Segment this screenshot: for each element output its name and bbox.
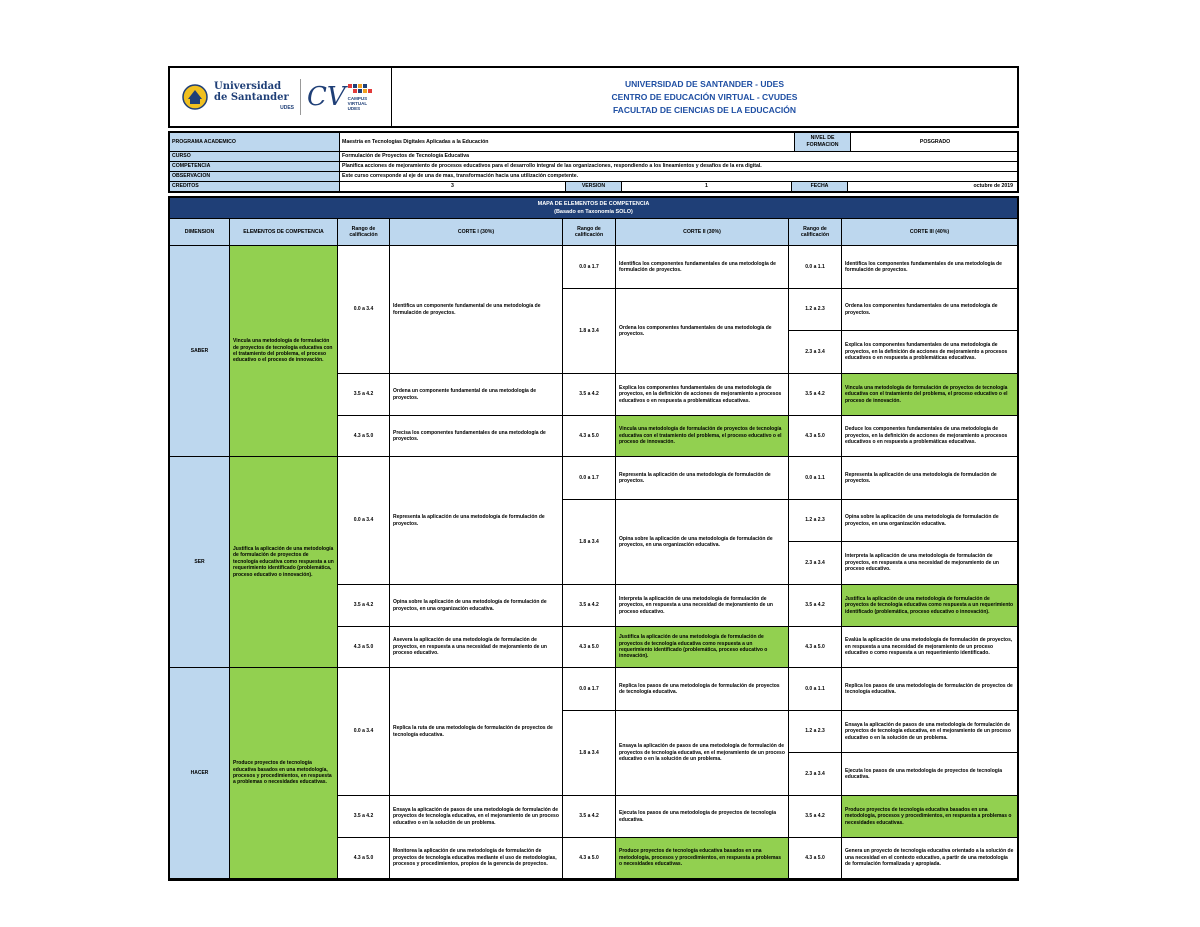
range-cell: 1.8 a 3.4 xyxy=(563,500,616,585)
corte1-descriptor: Asevera la aplicación de una metodología de formulación de proyectos, en respuesta a una necesidad de mejoramiento de un proceso educativo. xyxy=(390,627,563,668)
corte3-descriptor: Produce proyectos de tecnología educativa basados en una metodología, procesos y procedimientos, en respuesta a problemas o necesidades educativas. xyxy=(842,796,1017,838)
observacion-label: OBSERVACION xyxy=(170,172,340,181)
corte3-descriptor: Explica los componentes fundamentales de una metodología de proyectos, en la definición de acciones de mejoramiento a procesos educativos o en respuesta a problemáticas educativas. xyxy=(842,331,1017,374)
range-cell: 1.2 a 2.3 xyxy=(789,289,842,331)
version-value: 1 xyxy=(622,182,792,191)
corte1-descriptor: Representa la aplicación de una metodología de formulación de proyectos. xyxy=(390,457,563,585)
dimension-cell: SABER xyxy=(170,246,230,457)
corte2-descriptor: Replica los pasos de una metodología de formulación de proyectos de tecnología educativa. xyxy=(616,668,789,711)
range-cell: 0.0 a 3.4 xyxy=(338,457,390,585)
range-cell: 2.3 a 3.4 xyxy=(789,753,842,796)
range-cell: 4.3 a 5.0 xyxy=(338,838,390,879)
sheet-header xyxy=(168,66,1019,128)
corte3-descriptor: Genera un proyecto de tecnología educativa orientado a la solución de una necesidad en el contexto educativo, a partir de una metodología de formulación formalizada y apropiada. xyxy=(842,838,1017,879)
range-cell: 0.0 a 1.1 xyxy=(789,668,842,711)
corte3-descriptor: Evalúa la aplicación de una metodología de formulación de proyectos, en respuesta a una necesidad de mejoramiento de un proceso educativo o como respuesta a un requerimiento identificado. xyxy=(842,627,1017,668)
fecha-label: FECHA xyxy=(792,182,848,191)
competency-sheet xyxy=(168,66,1019,881)
header-rango-2: Rango de calificación xyxy=(563,219,616,245)
corte3-descriptor: Ordena los componentes fundamentales de una metodología de proyectos. xyxy=(842,289,1017,331)
course-info-table xyxy=(168,131,1019,193)
cv-logo-text: CV xyxy=(307,82,346,112)
udes-logo-sub: UDES xyxy=(280,104,294,111)
header-corte-3: CORTE III (40%) xyxy=(842,219,1017,245)
corte1-descriptor: Precisa los componentes fundamentales de una metodología de proyectos. xyxy=(390,416,563,457)
corte2-descriptor: Explica los componentes fundamentales de una metodología de proyectos, en la definición de acciones de mejoramiento a procesos educativos o en respuesta a problemáticas educativas. xyxy=(616,374,789,416)
header-elementos: ELEMENTOS DE COMPETENCIA xyxy=(230,219,338,245)
corte1-descriptor: Replica la ruta de una metodología de formulación de proyectos de tecnología educativa. xyxy=(390,668,563,796)
creditos-value: 3 xyxy=(340,182,566,191)
corte3-descriptor: Justifica la aplicación de una metodología de formulación de proyectos de tecnología educativa como respuesta a un requerimiento identificado (problemática, proceso educativo o innovación). xyxy=(842,585,1017,627)
title-line-1: UNIVERSIDAD DE SANTANDER - UDES xyxy=(625,78,784,89)
corte1-descriptor: Opina sobre la aplicación de una metodología de formulación de proyectos, en una organización educativa. xyxy=(390,585,563,627)
programa-label: PROGRAMA ACADEMICO xyxy=(170,133,340,151)
range-cell: 4.3 a 5.0 xyxy=(338,627,390,668)
range-cell: 0.0 a 1.1 xyxy=(789,246,842,289)
corte3-descriptor: Deduce los componentes fundamentales de una metodología de proyectos, en la definición de acciones de mejoramiento a procesos educativos o en respuesta a problemáticas educativas. xyxy=(842,416,1017,457)
range-cell: 1.8 a 3.4 xyxy=(563,289,616,374)
title-line-3: FACULTAD DE CIENCIAS DE LA EDUCACIÓN xyxy=(612,104,797,115)
range-cell: 0.0 a 1.7 xyxy=(563,668,616,711)
cv-logo-sub: CAMPUS VIRTUAL UDES xyxy=(347,95,368,111)
range-cell: 1.2 a 2.3 xyxy=(789,711,842,753)
element-cell: Justifica la aplicación de una metodología de formulación de proyectos de tecnología educativa como respuesta a un requerimiento identificado (problemática, proceso educativo o innovación). xyxy=(230,457,338,668)
map-subtitle: (Basado en Taxonomía SOLO) xyxy=(554,209,633,215)
corte1-descriptor: Ensaya la aplicación de pasos de una metodología de formulación de proyectos de tecnología educativa, en el mejoramiento de un proceso educativo o en la solución de un problema. xyxy=(390,796,563,838)
institution-titles xyxy=(392,68,1017,126)
competencia-label: COMPETENCIA xyxy=(170,162,340,171)
corte1-descriptor: Monitorea la aplicación de una metodología de formulación de proyectos de tecnología educativa mediante el uso de metodologías, procesos y procedimientos, propios de la gerencia de proyectos. xyxy=(390,838,563,879)
competencia-value: Planifica acciones de mejoramiento de procesos educativos para el desarrollo integral de las organizaciones, respondiendo a los lineamientos y desafíos de la era digital. xyxy=(342,163,762,169)
corte2-descriptor: Representa la aplicación de una metodología de formulación de proyectos. xyxy=(616,457,789,500)
range-cell: 2.3 a 3.4 xyxy=(789,331,842,374)
range-cell: 3.5 a 4.2 xyxy=(563,585,616,627)
range-cell: 0.0 a 3.4 xyxy=(338,668,390,796)
element-cell: Vincula una metodología de formulación de proyectos de tecnología educativa con el tratamiento del problema, el proceso educativo o el proceso de innovación. xyxy=(230,246,338,457)
corte3-descriptor: Identifica los componentes fundamentales de una metodología de formulación de proyectos. xyxy=(842,246,1017,289)
pixel-mosaic-icon xyxy=(348,84,374,96)
fecha-value: octubre de 2019 xyxy=(973,183,1013,189)
observacion-value: Este curso corresponde al eje de una de mas, transformación hacia una utilización competente. xyxy=(342,173,579,179)
range-cell: 3.5 a 4.2 xyxy=(338,374,390,416)
header-rango-3: Rango de calificación xyxy=(789,219,842,245)
corte2-descriptor: Identifica los componentes fundamentales de una metodología de formulación de proyectos. xyxy=(616,246,789,289)
corte2-descriptor: Interpreta la aplicación de una metodología de formulación de proyectos, en respuesta a una necesidad de mejoramiento de un proceso educativo. xyxy=(616,585,789,627)
header-corte-1: CORTE I (30%) xyxy=(390,219,563,245)
corte3-descriptor: Vincula una metodología de formulación de proyectos de tecnología educativa con el tratamiento del problema, el proceso educativo o el proceso de innovación. xyxy=(842,374,1017,416)
header-dimension: DIMENSION xyxy=(170,219,230,245)
range-cell: 4.3 a 5.0 xyxy=(563,627,616,668)
nivel-value: POSGRADO xyxy=(919,139,951,145)
nivel-label: NIVEL DE FORMACION xyxy=(795,133,851,151)
corte1-descriptor: Identifica un componente fundamental de una metodología de formulación de proyectos. xyxy=(390,246,563,374)
range-cell: 0.0 a 1.1 xyxy=(789,457,842,500)
title-line-2: CENTRO DE EDUCACIÓN VIRTUAL - CVUDES xyxy=(611,91,798,102)
range-cell: 3.5 a 4.2 xyxy=(563,374,616,416)
udes-logo xyxy=(214,81,294,114)
version-label: VERSION xyxy=(566,182,622,191)
corte3-descriptor: Ensaya la aplicación de pasos de una metodología de formulación de proyectos de tecnología educativa, en el mejoramiento de un proceso educativo o en la solución de un problema. xyxy=(842,711,1017,753)
range-cell: 1.8 a 3.4 xyxy=(563,711,616,796)
udes-logo-text: Universidad de Santander xyxy=(214,80,289,103)
range-cell: 1.2 a 2.3 xyxy=(789,500,842,542)
dimension-cell: HACER xyxy=(170,668,230,879)
corte2-descriptor: Ensaya la aplicación de pasos de una metodología de formulación de proyectos de tecnología educativa, en el mejoramiento de un proceso educativo o en la solución de un problema. xyxy=(616,711,789,796)
corte2-descriptor: Ejecuta los pasos de una metodología de proyectos de tecnología educativa. xyxy=(616,796,789,838)
header-corte-2: CORTE II (30%) xyxy=(616,219,789,245)
range-cell: 2.3 a 3.4 xyxy=(789,542,842,585)
range-cell: 3.5 a 4.2 xyxy=(338,796,390,838)
corte1-descriptor: Ordena un componente fundamental de una metodología de proyectos. xyxy=(390,374,563,416)
corte2-descriptor: Opina sobre la aplicación de una metodología de formulación de proyectos, en una organización educativa. xyxy=(616,500,789,585)
dimension-cell: SER xyxy=(170,457,230,668)
range-cell: 3.5 a 4.2 xyxy=(338,585,390,627)
corte2-descriptor: Produce proyectos de tecnología educativa basados en una metodología, procesos y procedimientos, en respuesta a problemas o necesidades educativas. xyxy=(616,838,789,879)
range-cell: 3.5 a 4.2 xyxy=(789,585,842,627)
corte2-descriptor: Ordena los componentes fundamentales de una metodología de proyectos. xyxy=(616,289,789,374)
curso-label: CURSO xyxy=(170,152,340,161)
map-column-headers xyxy=(170,218,1017,245)
range-cell: 0.0 a 1.7 xyxy=(563,457,616,500)
range-cell: 3.5 a 4.2 xyxy=(789,374,842,416)
udes-seal-icon xyxy=(182,84,208,110)
range-cell: 4.3 a 5.0 xyxy=(563,416,616,457)
curso-value: Formulación de Proyectos de Tecnología Educativa xyxy=(342,153,470,159)
corte2-descriptor: Vincula una metodología de formulación de proyectos de tecnología educativa con el tratamiento del problema, el proceso educativo o el proceso de innovación. xyxy=(616,416,789,457)
corte3-descriptor: Interpreta la aplicación de una metodología de formulación de proyectos, en respuesta a una necesidad de mejoramiento de un proceso educativo. xyxy=(842,542,1017,585)
corte2-descriptor: Justifica la aplicación de una metodología de formulación de proyectos de tecnología educativa como respuesta a un requerimiento identificado (problemática, proceso educativo o innovación). xyxy=(616,627,789,668)
range-cell: 0.0 a 1.7 xyxy=(563,246,616,289)
corte3-descriptor: Replica los pasos de una metodología de formulación de proyectos de tecnología educativa. xyxy=(842,668,1017,711)
cv-logo xyxy=(307,82,380,112)
range-cell: 4.3 a 5.0 xyxy=(563,838,616,879)
element-cell: Produce proyectos de tecnología educativa basados en una metodología, procesos y procedimientos, en respuesta a problemas o necesidades educativas. xyxy=(230,668,338,879)
corte3-descriptor: Representa la aplicación de una metodología de formulación de proyectos. xyxy=(842,457,1017,500)
range-cell: 4.3 a 5.0 xyxy=(789,416,842,457)
map-grid xyxy=(170,245,1017,879)
range-cell: 4.3 a 5.0 xyxy=(789,627,842,668)
range-cell: 4.3 a 5.0 xyxy=(789,838,842,879)
range-cell: 0.0 a 3.4 xyxy=(338,246,390,374)
logos xyxy=(170,68,392,126)
header-rango-1: Rango de calificación xyxy=(338,219,390,245)
map-title-block xyxy=(170,198,1017,218)
range-cell: 3.5 a 4.2 xyxy=(563,796,616,838)
competency-map xyxy=(168,196,1019,881)
corte3-descriptor: Opina sobre la aplicación de una metodología de formulación de proyectos, en una organización educativa. xyxy=(842,500,1017,542)
creditos-label: CREDITOS xyxy=(170,182,340,191)
corte3-descriptor: Ejecuta los pasos de una metodología de proyectos de tecnología educativa. xyxy=(842,753,1017,796)
programa-value: Maestría en Tecnologías Digitales Aplicadas a la Educación xyxy=(340,133,795,151)
range-cell: 4.3 a 5.0 xyxy=(338,416,390,457)
map-title: MAPA DE ELEMENTOS DE COMPETENCIA xyxy=(537,201,650,207)
range-cell: 3.5 a 4.2 xyxy=(789,796,842,838)
